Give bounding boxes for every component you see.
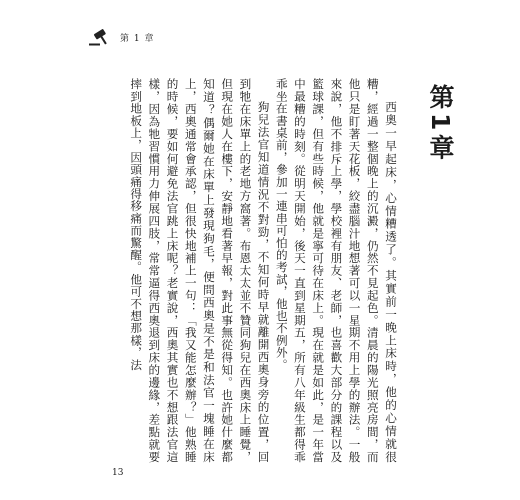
running-title: 第 1 章 <box>120 33 155 44</box>
paragraph: 狗兒法官知道情況不對勁，不知何時早就離開西奧身旁的位置，回到牠在床單上的老地方窩著。布恩太太並不贊同狗兒在西奧床上睡覺，但現在她人在樓下，安靜地看著早報，對此事無從得知。也許她什麼都知道？偶爾她在床單上發現狗毛，便問西奧是不是和法官一塊睡在床上，西奧通常會承認，但很快地補上一句：「我又能怎麼辦？」他熟睡的時候，要如何避免法官跳上床呢？老實說，西奧其實也不想跟法官這樣，因為牠習慣用力伸展四肢，常常逼得西奧退到床的邊緣，差點就要摔到地板上，因頭痛得移痛而驚醒。他可不想那樣，法 <box>129 78 271 463</box>
page-number: 13 <box>112 468 124 478</box>
gavel-icon <box>88 28 114 46</box>
paragraph: 西奧一早起床，心情糟透了。其實前一晚上床時，他的心情就很糟，經過一整個晚上的沉澱，仍然不見起色。清晨的陽光照亮房間，而他只是盯著天花板，絞盡腦汁地想著可以一星期不用上學的辦法。一般來說，他不排斥上學，學校裡有朋友、老師，也喜歡大部分的課程以及籃球課，但有些時候，他就是寧可待在床上。現在就是如此，是一年當中最糟的時刻。從明天開始，後天一直到星期五，所有八年級生都得乖乖坐在書桌前，參加一連串可怕的考試，他也不例外。 <box>274 78 398 463</box>
body-text <box>100 78 400 463</box>
running-head <box>88 28 154 46</box>
chapter-title: 第1章 <box>426 84 455 164</box>
